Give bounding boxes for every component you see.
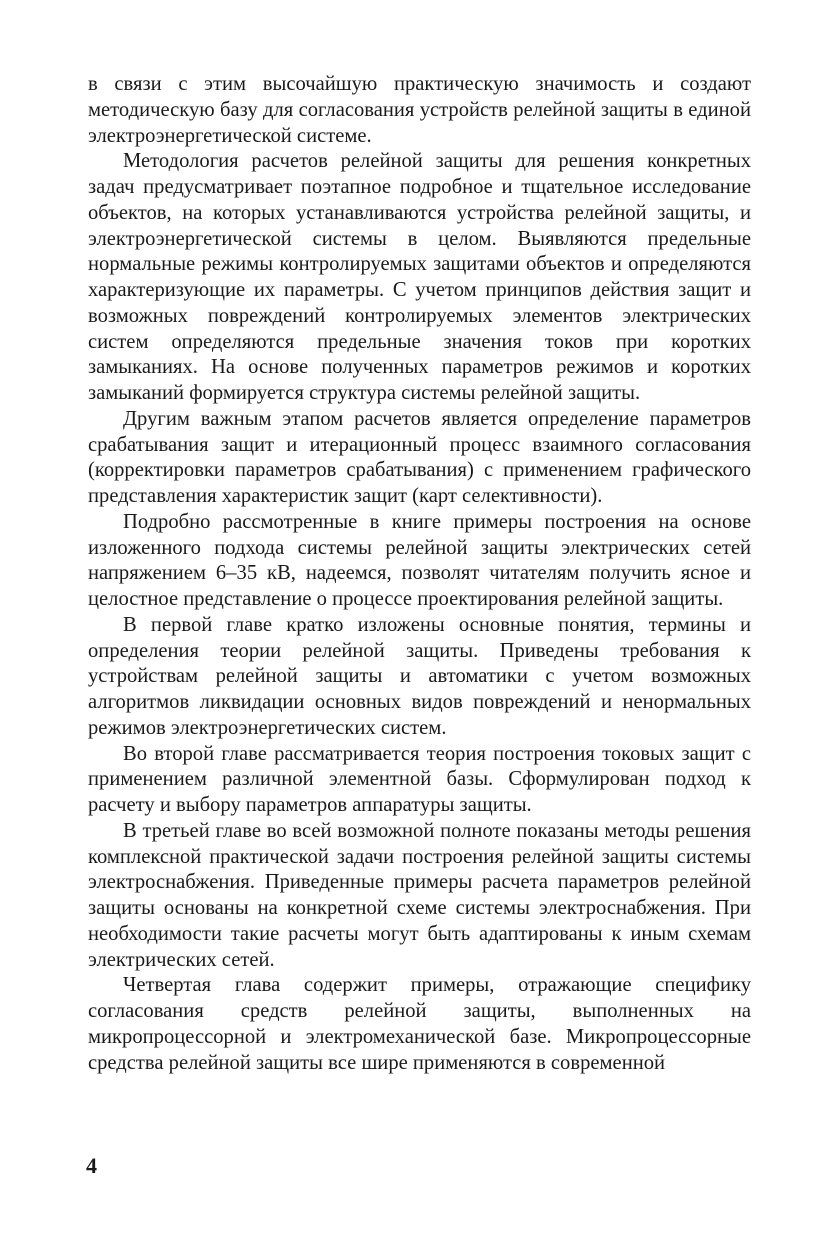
paragraph-chapter-two: Во второй главе рассматривается теория построения токовых защит с применением различной элементной базы. Сформулирован подход к расчету и выбору параметров аппаратуры защиты. — [88, 742, 751, 816]
body-text — [88, 72, 751, 1076]
paragraph-methodology: Методология расчетов релейной защиты для решения конкретных задач предусматривает поэтапное подробное и тщательное исследование объектов, на которых устанавливаются устройства релейной защиты, и электроэнергетической системы в целом. Выявляются предельные нормальные режимы контролируемых защитами объектов и определяются характеризующие их параметры. С учетом принципов действия защит и возможных повреждений контролируемых элементов электрических систем определяются предельные значения токов при коротких замыканиях. На основе полученных параметров режимов и коротких замыканий формируется структура системы релейной защиты. — [88, 150, 751, 404]
paragraph-calculation-stage: Другим важным этапом расчетов является определение параметров срабатывания защит и итерационный процесс взаимного согласования (корректировки параметров срабатывания) с применением графического представления характеристик защит (карт селективности). — [88, 407, 751, 507]
paragraph-chapter-three: В третьей главе во всей возможной полноте показаны методы решения комплексной практической задачи построения релейной защиты системы электроснабжения. Приведенные примеры расчета параметров релейной защиты основаны на конкретной схеме системы электроснабжения. При необходимости такие расчеты могут быть адаптированы к иным схемам электрических сетей. — [88, 819, 751, 971]
paragraph-examples: Подробно рассмотренные в книге примеры построения на основе изложенного подхода системы релейной защиты электрических сетей напряжением 6–35 кВ, надеемся, позволят читателям получить ясное и целостное представление о процессе проектирования релейной защиты. — [88, 510, 751, 610]
page-number: 4 — [86, 1153, 97, 1178]
paragraph-chapter-four: Четвертая глава содержит примеры, отражающие специфику согласования средств релейной защиты, выполненных на микропроцессорной и электромеханической базе. Микропроцессорные средства релейной защиты все шире применяются в современной — [88, 974, 751, 1074]
paragraph-continuation: в связи с этим высочайшую практическую значимость и создают методическую базу для согласования устройств релейной защиты в единой электроэнергетической системе. — [88, 73, 751, 147]
paragraph-chapter-one: В первой главе кратко изложены основные понятия, термины и определения теории релейной защиты. Приведены требования к устройствам релейной защиты и автоматики с учетом возможных алгоритмов ликвидации основных видов повреждений и ненормальных режимов электроэнергетических систем. — [88, 613, 751, 739]
